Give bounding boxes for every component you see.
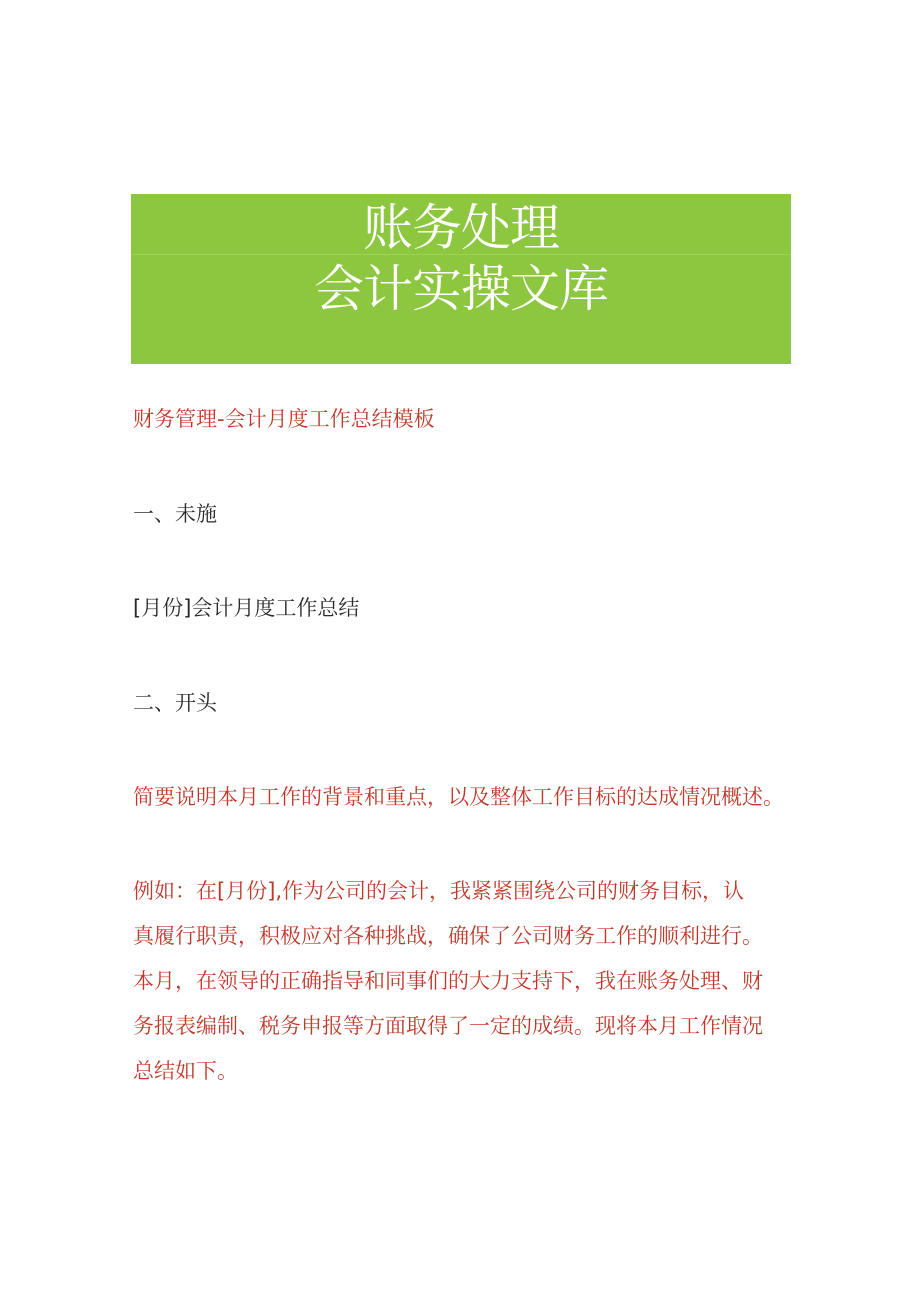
section1-body: [月份]会计月度工作总结 <box>133 596 360 620</box>
section1-heading: 一、未施 <box>133 502 217 526</box>
example-paragraph <box>133 869 803 1094</box>
example-line: 例如：在[月份],作为公司的会计，我紧紧围绕公司的财务目标，认 <box>133 879 745 903</box>
example-line: 总结如下。 <box>133 1059 238 1083</box>
example-line: 务报表编制、税务申报等方面取得了一定的成绩。现将本月工作情况 <box>133 1014 763 1038</box>
example-line: 本月，在领导的正确指导和同事们的大力支持下，我在账务处理、财 <box>133 969 763 993</box>
example-line: 真履行职责，积极应对各种挑战，确保了公司财务工作的顺利进行。 <box>133 924 763 948</box>
section2-heading: 二、开头 <box>133 691 217 715</box>
banner-title-line1: 账务处理 <box>363 199 559 257</box>
document-subtitle: 财务管理-会计月度工作总结模板 <box>133 407 435 431</box>
section2-intro: 简要说明本月工作的背景和重点，以及整体工作目标的达成情况概述。 <box>133 785 784 809</box>
banner-title-line2: 会计实操文库 <box>314 260 608 318</box>
